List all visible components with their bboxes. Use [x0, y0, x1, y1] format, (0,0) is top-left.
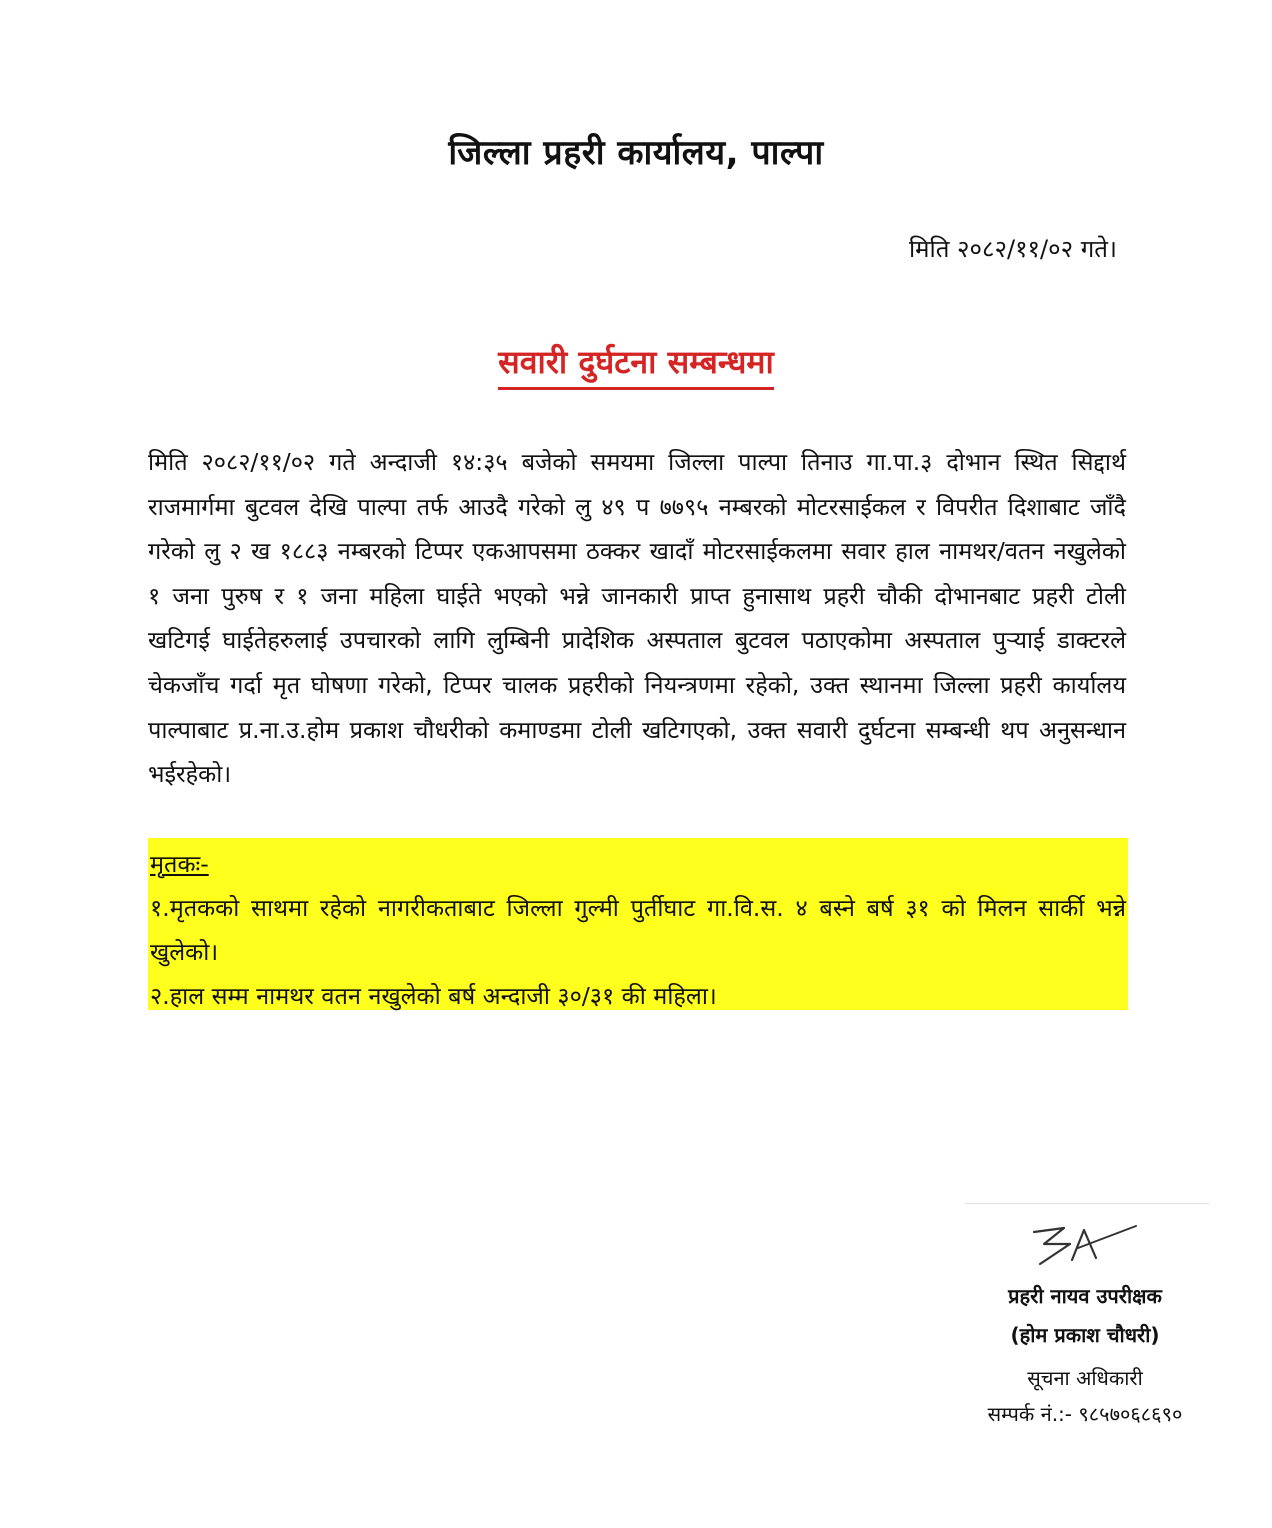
- deceased-heading: मृतकः-: [150, 850, 209, 878]
- signature-divider: [965, 1203, 1210, 1204]
- signatory-contact: सम्पर्क नं.:- ९८५७०६८६९०: [987, 1402, 1183, 1426]
- subject-heading: [0, 340, 1272, 390]
- signatory-post: प्रहरी नायव उपरीक्षक: [1008, 1284, 1162, 1308]
- date-line: मिति २०८२/११/०२ गते।: [908, 235, 1117, 263]
- signatory-name: (होम प्रकाश चौधरी): [1010, 1323, 1160, 1347]
- subject-text: सवारी दुर्घटना सम्बन्धमा: [498, 340, 774, 390]
- deceased-item-2: २.हाल सम्म नामथर वतन नखुलेको बर्ष अन्दाजी ३०/३१ की महिला।: [150, 982, 717, 1010]
- deceased-highlight-box: [148, 838, 1128, 1010]
- office-title: जिल्ला प्रहरी कार्यालय, पाल्पा: [448, 133, 824, 173]
- signature-icon: [1020, 1214, 1150, 1274]
- signatory-role: सूचना अधिकारी: [1027, 1366, 1143, 1390]
- incident-paragraph: मिति २०८२/११/०२ गते अन्दाजी १४:३५ बजेको समयमा जिल्ला पाल्पा तिनाउ गा.पा.३ दोभान स्थित सिद्दार्थ राजमार्गमा बुटवल देखि पाल्पा तर्फ आउदै गरेको लु ४९ प ७७९५ नम्बरको मोटरसाईकल र विपरीत दिशाबाट जाँदै गरेको लु २ ख १८८३ नम्बरको टिप्पर एकआपसमा ठक्कर खादाँ मोटरसाईकलमा सवार हाल नामथर/वतन नखुलेको १ जना पुरुष र १ जना महिला घाईते भएको भन्ने जानकारी प्राप्त हुनासाथ प्रहरी चौकी दोभानबाट प्रहरी टोली खटिगई घाईतेहरुलाई उपचारको लागि लुम्बिनी प्रादेशिक अस्पताल बुटवल पठाएकोमा अस्पताल पुऱ्याई डाक्टरले चेकजाँच गर्दा मृत घोषणा गरेको, टिप्पर चालक प्रहरीको नियन्त्रणमा रहेको, उक्त स्थानमा जिल्ला प्रहरी कार्यालय पाल्पाबाट प्र.ना.उ.होम प्रकाश चौधरीको कमाण्डमा टोली खटिगएको, उक्त सवारी दुर्घटना सम्बन्धी थप अनुसन्धान भईरहेको।: [148, 448, 1126, 789]
- deceased-item-1: १.मृतकको साथमा रहेको नागरीकताबाट जिल्ला गुल्मी पुर्तीघाट गा.वि.स. ४ बस्ने बर्ष ३१ को मिलन सार्की भन्ने खुलेको।: [150, 894, 1126, 966]
